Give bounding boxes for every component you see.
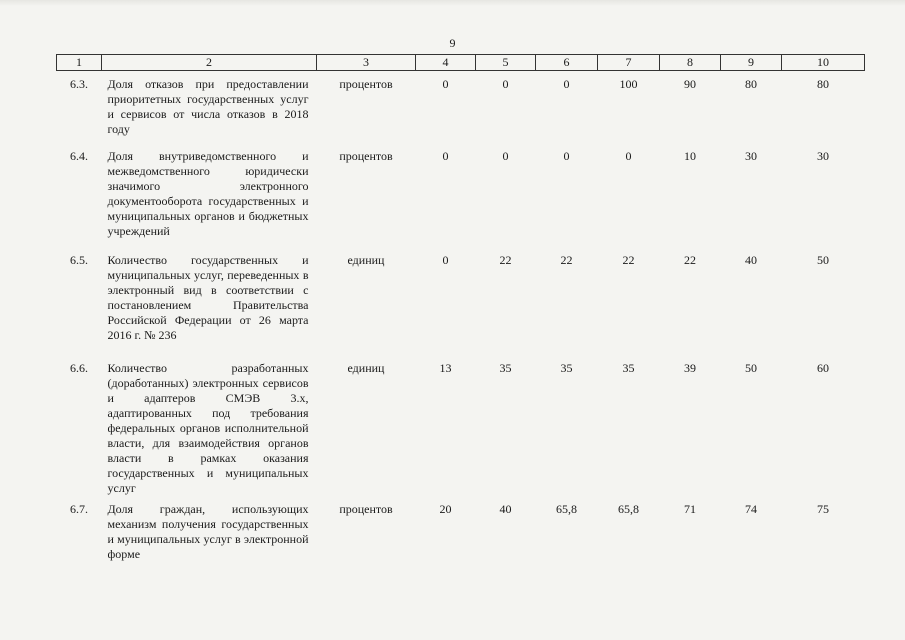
value-cell: 35 [560,361,573,375]
indicators-table [56,54,865,566]
unit-cell: единиц [347,253,385,267]
value-cell: 20 [439,502,452,516]
value-cell: 22 [499,253,512,267]
value-cell: 0 [442,77,449,91]
table-row [57,496,865,566]
value-cell: 0 [563,149,570,163]
scan-top-edge [0,0,905,6]
value-cell: 50 [817,253,829,267]
header-cell: 3 [317,55,416,71]
value-cell: 13 [439,361,452,375]
value-cell: 100 [619,77,638,91]
value-cell: 22 [560,253,573,267]
value-cell: 80 [745,77,757,91]
value-cell: 10 [684,149,696,163]
unit-cell: процентов [339,149,393,163]
header-cell: 9 [721,55,782,71]
header-cell: 5 [476,55,536,71]
table-row [57,143,865,247]
unit-cell: единиц [347,361,385,375]
value-cell: 75 [817,502,829,516]
value-cell: 0 [502,149,509,163]
value-cell: 71 [684,502,696,516]
row-number: 6.3. [70,77,88,91]
indicator-name: Доля отказов при предоставлении приоритетных государственных услуг и сервисов от числа отказов в 2018 году [107,77,309,136]
value-cell: 65,8 [618,502,639,516]
value-cell: 35 [622,361,635,375]
header-cell: 7 [598,55,660,71]
value-cell: 60 [817,361,829,375]
value-cell: 0 [563,77,570,91]
page-number: 9 [449,36,456,50]
value-cell: 74 [745,502,757,516]
row-number: 6.5. [70,253,88,267]
unit-cell: процентов [339,502,393,516]
value-cell: 90 [684,77,696,91]
table-row [57,247,865,355]
value-cell: 65,8 [556,502,577,516]
value-cell: 35 [499,361,512,375]
value-cell: 80 [817,77,829,91]
value-cell: 0 [625,149,632,163]
value-cell: 39 [684,361,696,375]
header-cell: 6 [536,55,598,71]
indicator-name: Количество государственных и муниципальных услуг, переведенных в электронный вид в соответствии с постановлением Правительства Российской Федерации от 26 марта 2016 г. № 236 [107,253,309,342]
value-cell: 30 [745,149,757,163]
header-cell: 2 [102,55,317,71]
row-number: 6.6. [70,361,88,375]
header-cell: 1 [57,55,102,71]
indicator-name: Доля внутриведомственного и межведомственного юридически значимого электронного документооборота государственных и муниципальных органов и бюджетных учреждений [107,149,309,238]
value-cell: 0 [442,149,449,163]
indicator-name: Количество разработанных (доработанных) электронных сервисов и адаптеров СМЭВ 3.х, адаптированных под требования федеральных органов исполнительной власти, для взаимодействия органов власти в рамках оказания государственных и муниципальных услуг [107,361,309,495]
value-cell: 40 [499,502,512,516]
value-cell: 0 [502,77,509,91]
unit-cell: процентов [339,77,393,91]
table-row [57,355,865,496]
value-cell: 22 [684,253,696,267]
column-number-header [57,55,865,71]
value-cell: 22 [622,253,635,267]
header-cell: 8 [660,55,721,71]
table-row [57,71,865,144]
header-cell: 10 [782,55,865,71]
header-cell: 4 [416,55,476,71]
value-cell: 0 [442,253,449,267]
value-cell: 50 [745,361,757,375]
row-number: 6.7. [70,502,88,516]
value-cell: 40 [745,253,757,267]
indicator-name: Доля граждан, использующих механизм получения государственных и муниципальных услуг в электронной форме [107,502,309,561]
value-cell: 30 [817,149,829,163]
row-number: 6.4. [70,149,88,163]
